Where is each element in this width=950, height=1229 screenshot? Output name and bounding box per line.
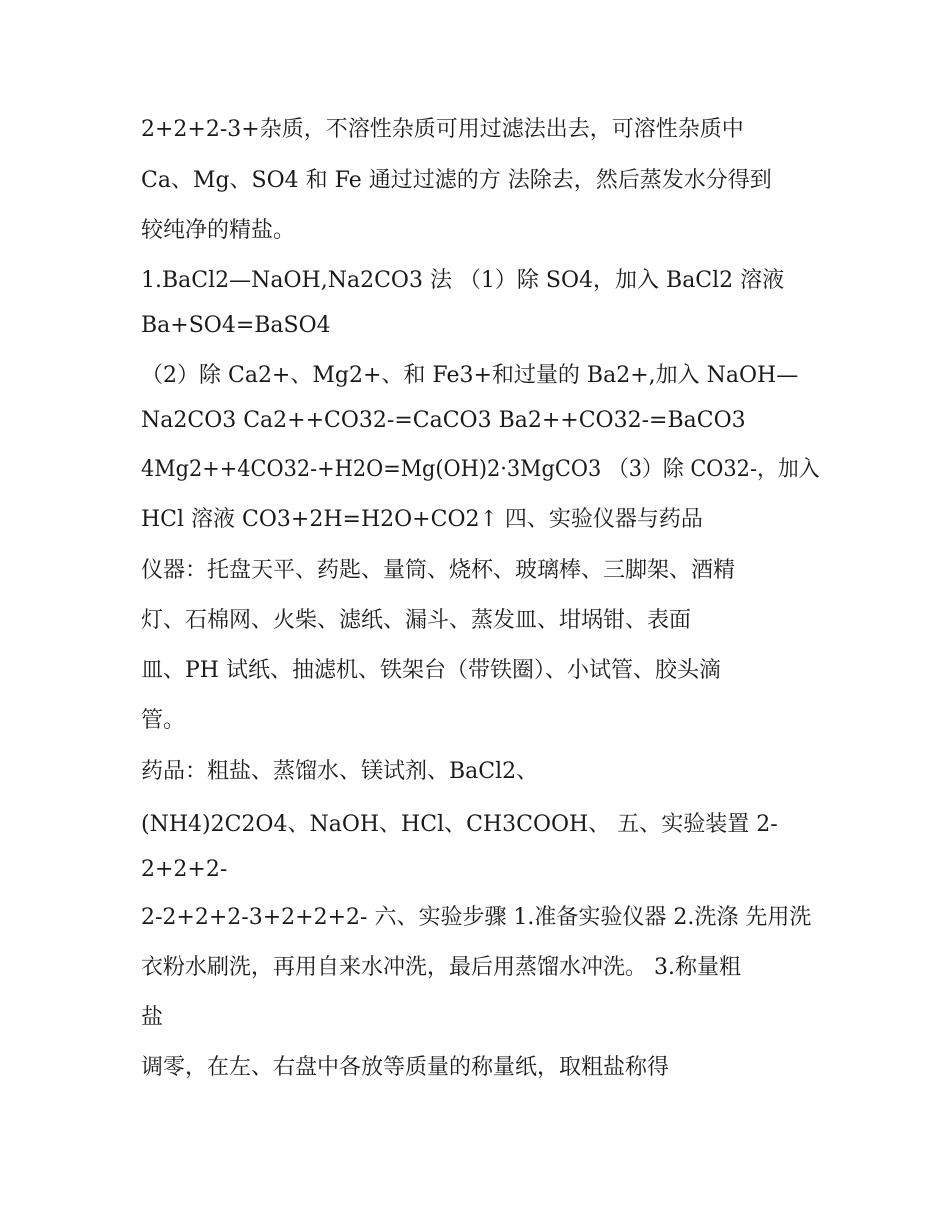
text-line: (NH4)2C2O4、NaOH、HCl、CH3COOH、 五、实验装置 2- xyxy=(141,812,778,837)
text-line: 2+2+2-3+杂质，不溶性杂质可用过滤法出去，可溶性杂质中 xyxy=(141,117,744,142)
text-line: HCl 溶液 CO3+2H=H2O+CO2↑ 四、实验仪器与药品 xyxy=(141,507,703,532)
text-line: 管。 xyxy=(141,708,186,733)
text-line: 4Mg2++4CO32-+H2O=Mg(OH)2·3MgCO3 （3）除 CO32-，加入 xyxy=(141,457,820,482)
text-line: 2-2+2+2-3+2+2+2- 六、实验步骤 1.准备实验仪器 2.洗涤 先用洗 xyxy=(141,905,812,930)
text-line: 调零，在左、右盘中各放等质量的称量纸，取粗盐称得 xyxy=(141,1055,670,1080)
text-line: 盐 xyxy=(141,1005,164,1030)
text-line: 1.BaCl2—NaOH,Na2CO3 法 （1）除 SO4，加入 BaCl2 溶液 xyxy=(141,268,785,293)
text-line: 仪器：托盘天平、药匙、量筒、烧杯、玻璃棒、三脚架、酒精 xyxy=(141,558,736,583)
text-line: 衣粉水刷洗，再用自来水冲洗，最后用蒸馏水冲洗。 3.称量粗 xyxy=(141,955,741,980)
text-line: Ca、Mg、SO4 和 Fe 通过过滤的方 法除去，然后蒸发水分得到 xyxy=(141,168,772,193)
text-line: （2）除 Ca2+、Mg2+、和 Fe3+和过量的 Ba2+,加入 NaOH— xyxy=(141,363,799,388)
text-line: 较纯净的精盐。 xyxy=(141,218,296,243)
text-line: 灯、石棉网、火柴、滤纸、漏斗、蒸发皿、坩埚钳、表面 xyxy=(141,608,692,633)
text-line: 皿、PH 试纸、抽滤机、铁架台（带铁圈）、小试管、胶头滴 xyxy=(141,658,721,683)
text-line: Na2CO3 Ca2++CO32-=CaCO3 Ba2++CO32-=BaCO3 xyxy=(141,408,746,433)
text-line: Ba+SO4=BaSO4 xyxy=(141,313,331,338)
text-line: 2+2+2- xyxy=(141,857,228,882)
text-line: 药品：粗盐、蒸馏水、镁试剂、BaCl2、 xyxy=(141,759,539,784)
